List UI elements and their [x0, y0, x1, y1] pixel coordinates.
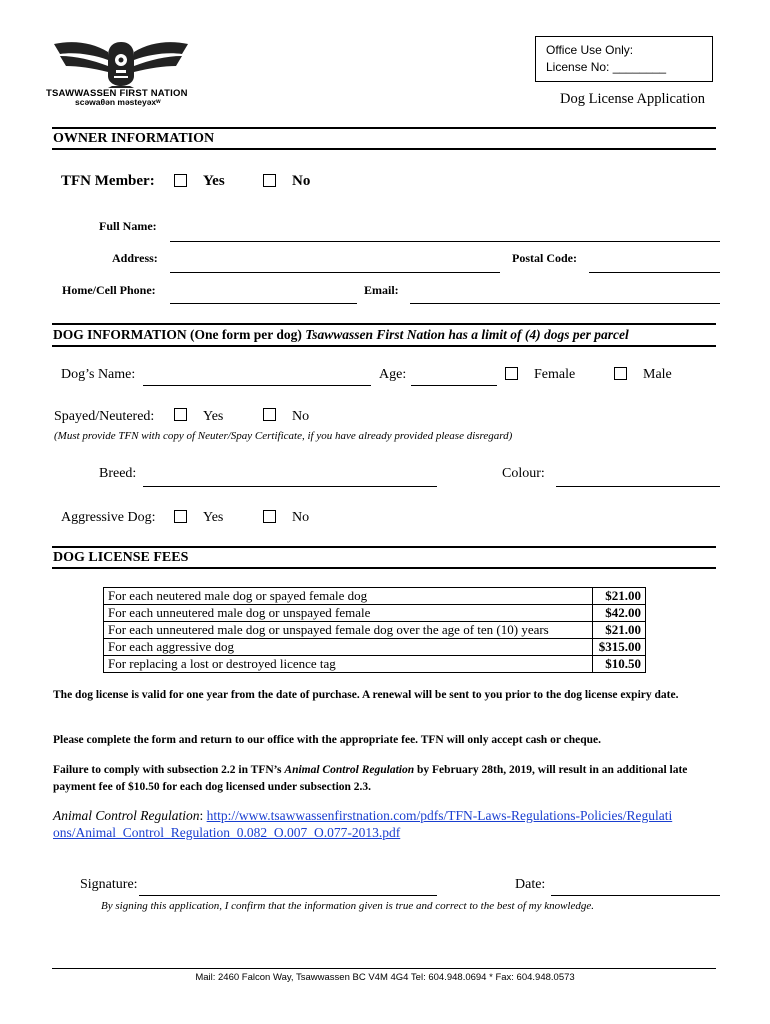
fee-description: For each neutered male dog or spayed female dog [104, 588, 593, 605]
tfn-member-label: TFN Member: [61, 173, 155, 189]
footer-contact: Mail: 2460 Falcon Way, Tsawwassen BC V4M 4G4 Tel: 604.948.0694 * Fax: 604.948.0573 [195, 972, 575, 983]
org-name-native: scəwaθən məsteyəxʷ [75, 97, 161, 107]
return-note: Please complete the form and return to our office with the appropriate fee. TFN will only accept cash or cheque. [53, 734, 601, 746]
fee-amount: $315.00 [593, 639, 646, 656]
spayed-no-label: No [292, 409, 310, 424]
female-label: Female [534, 367, 576, 382]
spayed-yes-label: Yes [203, 409, 224, 424]
dog-rule-top [52, 323, 716, 325]
male-checkbox[interactable] [614, 367, 627, 380]
fee-description: For each unneutered male dog or unspayed female dog over the age of ten (10) years [104, 622, 593, 639]
fee-description: For each unneutered male dog or unspayed female [104, 605, 593, 622]
female-checkbox[interactable] [505, 367, 518, 380]
failure-note-pre: Failure to comply with subsection 2.2 in TFN’s [53, 764, 285, 776]
dog-name-field[interactable] [143, 385, 371, 386]
date-label: Date: [515, 877, 546, 892]
table-row [104, 622, 646, 639]
aggressive-label: Aggressive Dog: [61, 510, 156, 525]
failure-note-post: by February 28th, 2019, will result in an additional late payment fee of $10.50 for each dog licensed under subsection 2.3. [53, 764, 688, 793]
owner-rule-top [52, 127, 716, 129]
dog-section-note: Tsawwassen First Nation has a limit of (4) dogs per parcel [305, 327, 629, 342]
full-name-label: Full Name: [99, 219, 157, 233]
fee-description: For each aggressive dog [104, 639, 593, 656]
dog-rule-bottom [52, 345, 716, 347]
tfn-member-no-label: No [292, 173, 311, 189]
phone-field[interactable] [170, 303, 357, 304]
fee-description: For replacing a lost or destroyed licence tag [104, 656, 593, 673]
table-row [104, 588, 646, 605]
table-row [104, 656, 646, 673]
tfn-eagle-logo [52, 36, 190, 88]
tfn-member-no-checkbox[interactable] [263, 174, 276, 187]
signature-label: Signature: [80, 877, 138, 892]
dog-name-label: Dog’s Name: [61, 367, 136, 382]
spayed-label: Spayed/Neutered: [54, 409, 155, 424]
dog-section-title: DOG INFORMATION (One form per dog) [53, 327, 302, 342]
colour-field[interactable] [556, 486, 720, 487]
fees-table [103, 587, 646, 673]
postal-code-field[interactable] [589, 272, 720, 273]
spay-note: (Must provide TFN with copy of Neuter/Spay Certificate, if you have already provided please disregard) [54, 430, 513, 442]
breed-field[interactable] [143, 486, 437, 487]
regulation-label: Animal Control Regulation [53, 808, 200, 823]
fees-section-title: DOG LICENSE FEES [53, 550, 189, 565]
aggressive-no-checkbox[interactable] [263, 510, 276, 523]
aggressive-yes-label: Yes [203, 510, 224, 525]
office-use-label: Office Use Only: [546, 43, 634, 57]
owner-section-title: OWNER INFORMATION [53, 131, 215, 146]
fee-amount: $10.50 [593, 656, 646, 673]
fees-rule-bottom [52, 567, 716, 569]
signature-declaration: By signing this application, I confirm that the information given is true and correct to the best of my knowledge. [101, 900, 594, 912]
tfn-member-yes-label: Yes [203, 173, 225, 189]
fee-amount: $42.00 [593, 605, 646, 622]
date-field[interactable] [551, 895, 720, 896]
fee-amount: $21.00 [593, 588, 646, 605]
validity-note: The dog license is valid for one year from the date of purchase. A renewal will be sent to you prior to the dog license expiry date. [53, 689, 679, 701]
failure-note-regulation: Animal Control Regulation [284, 764, 415, 776]
regulation-reference: Animal Control Regulation: http://www.tsawwassenfirstnation.com/pdfs/TFN-Laws-Regulations-Policies/Regulations/Animal_Control_Regulation_0.082_O.007_O.077-2013.pdf [53, 808, 673, 840]
dog-section-header [53, 327, 629, 343]
aggressive-no-label: No [292, 510, 310, 525]
table-row [104, 605, 646, 622]
postal-code-label: Postal Code: [512, 251, 577, 265]
email-label: Email: [364, 283, 399, 297]
office-use-box [535, 36, 713, 82]
address-label: Address: [112, 251, 158, 265]
male-label: Male [643, 367, 672, 382]
full-name-field[interactable] [170, 241, 720, 242]
org-name: TSAWWASSEN FIRST NATION [46, 88, 188, 99]
table-row [104, 639, 646, 656]
email-field[interactable] [410, 303, 720, 304]
age-label: Age: [379, 367, 407, 382]
license-no-label: License No: ________ [546, 60, 667, 74]
owner-rule-bottom [52, 148, 716, 150]
fees-rule-top [52, 546, 716, 548]
doc-title: Dog License Application [560, 91, 705, 107]
colour-label: Colour: [502, 466, 545, 481]
age-field[interactable] [411, 385, 497, 386]
spayed-no-checkbox[interactable] [263, 408, 276, 421]
phone-label: Home/Cell Phone: [62, 283, 156, 297]
fee-amount: $21.00 [593, 622, 646, 639]
breed-label: Breed: [99, 466, 137, 481]
address-field[interactable] [170, 272, 500, 273]
signature-field[interactable] [139, 895, 437, 896]
tfn-member-yes-checkbox[interactable] [174, 174, 187, 187]
aggressive-yes-checkbox[interactable] [174, 510, 187, 523]
footer-rule [52, 968, 716, 969]
spayed-yes-checkbox[interactable] [174, 408, 187, 421]
failure-note [53, 762, 718, 796]
regulation-link[interactable]: http://www.tsawwassenfirstnation.com/pdfs/TFN-Laws-Regulations-Policies/Regulations/Animal_Control_Regulation_0.082_O.007_O.077-2013.pdf [53, 808, 673, 840]
